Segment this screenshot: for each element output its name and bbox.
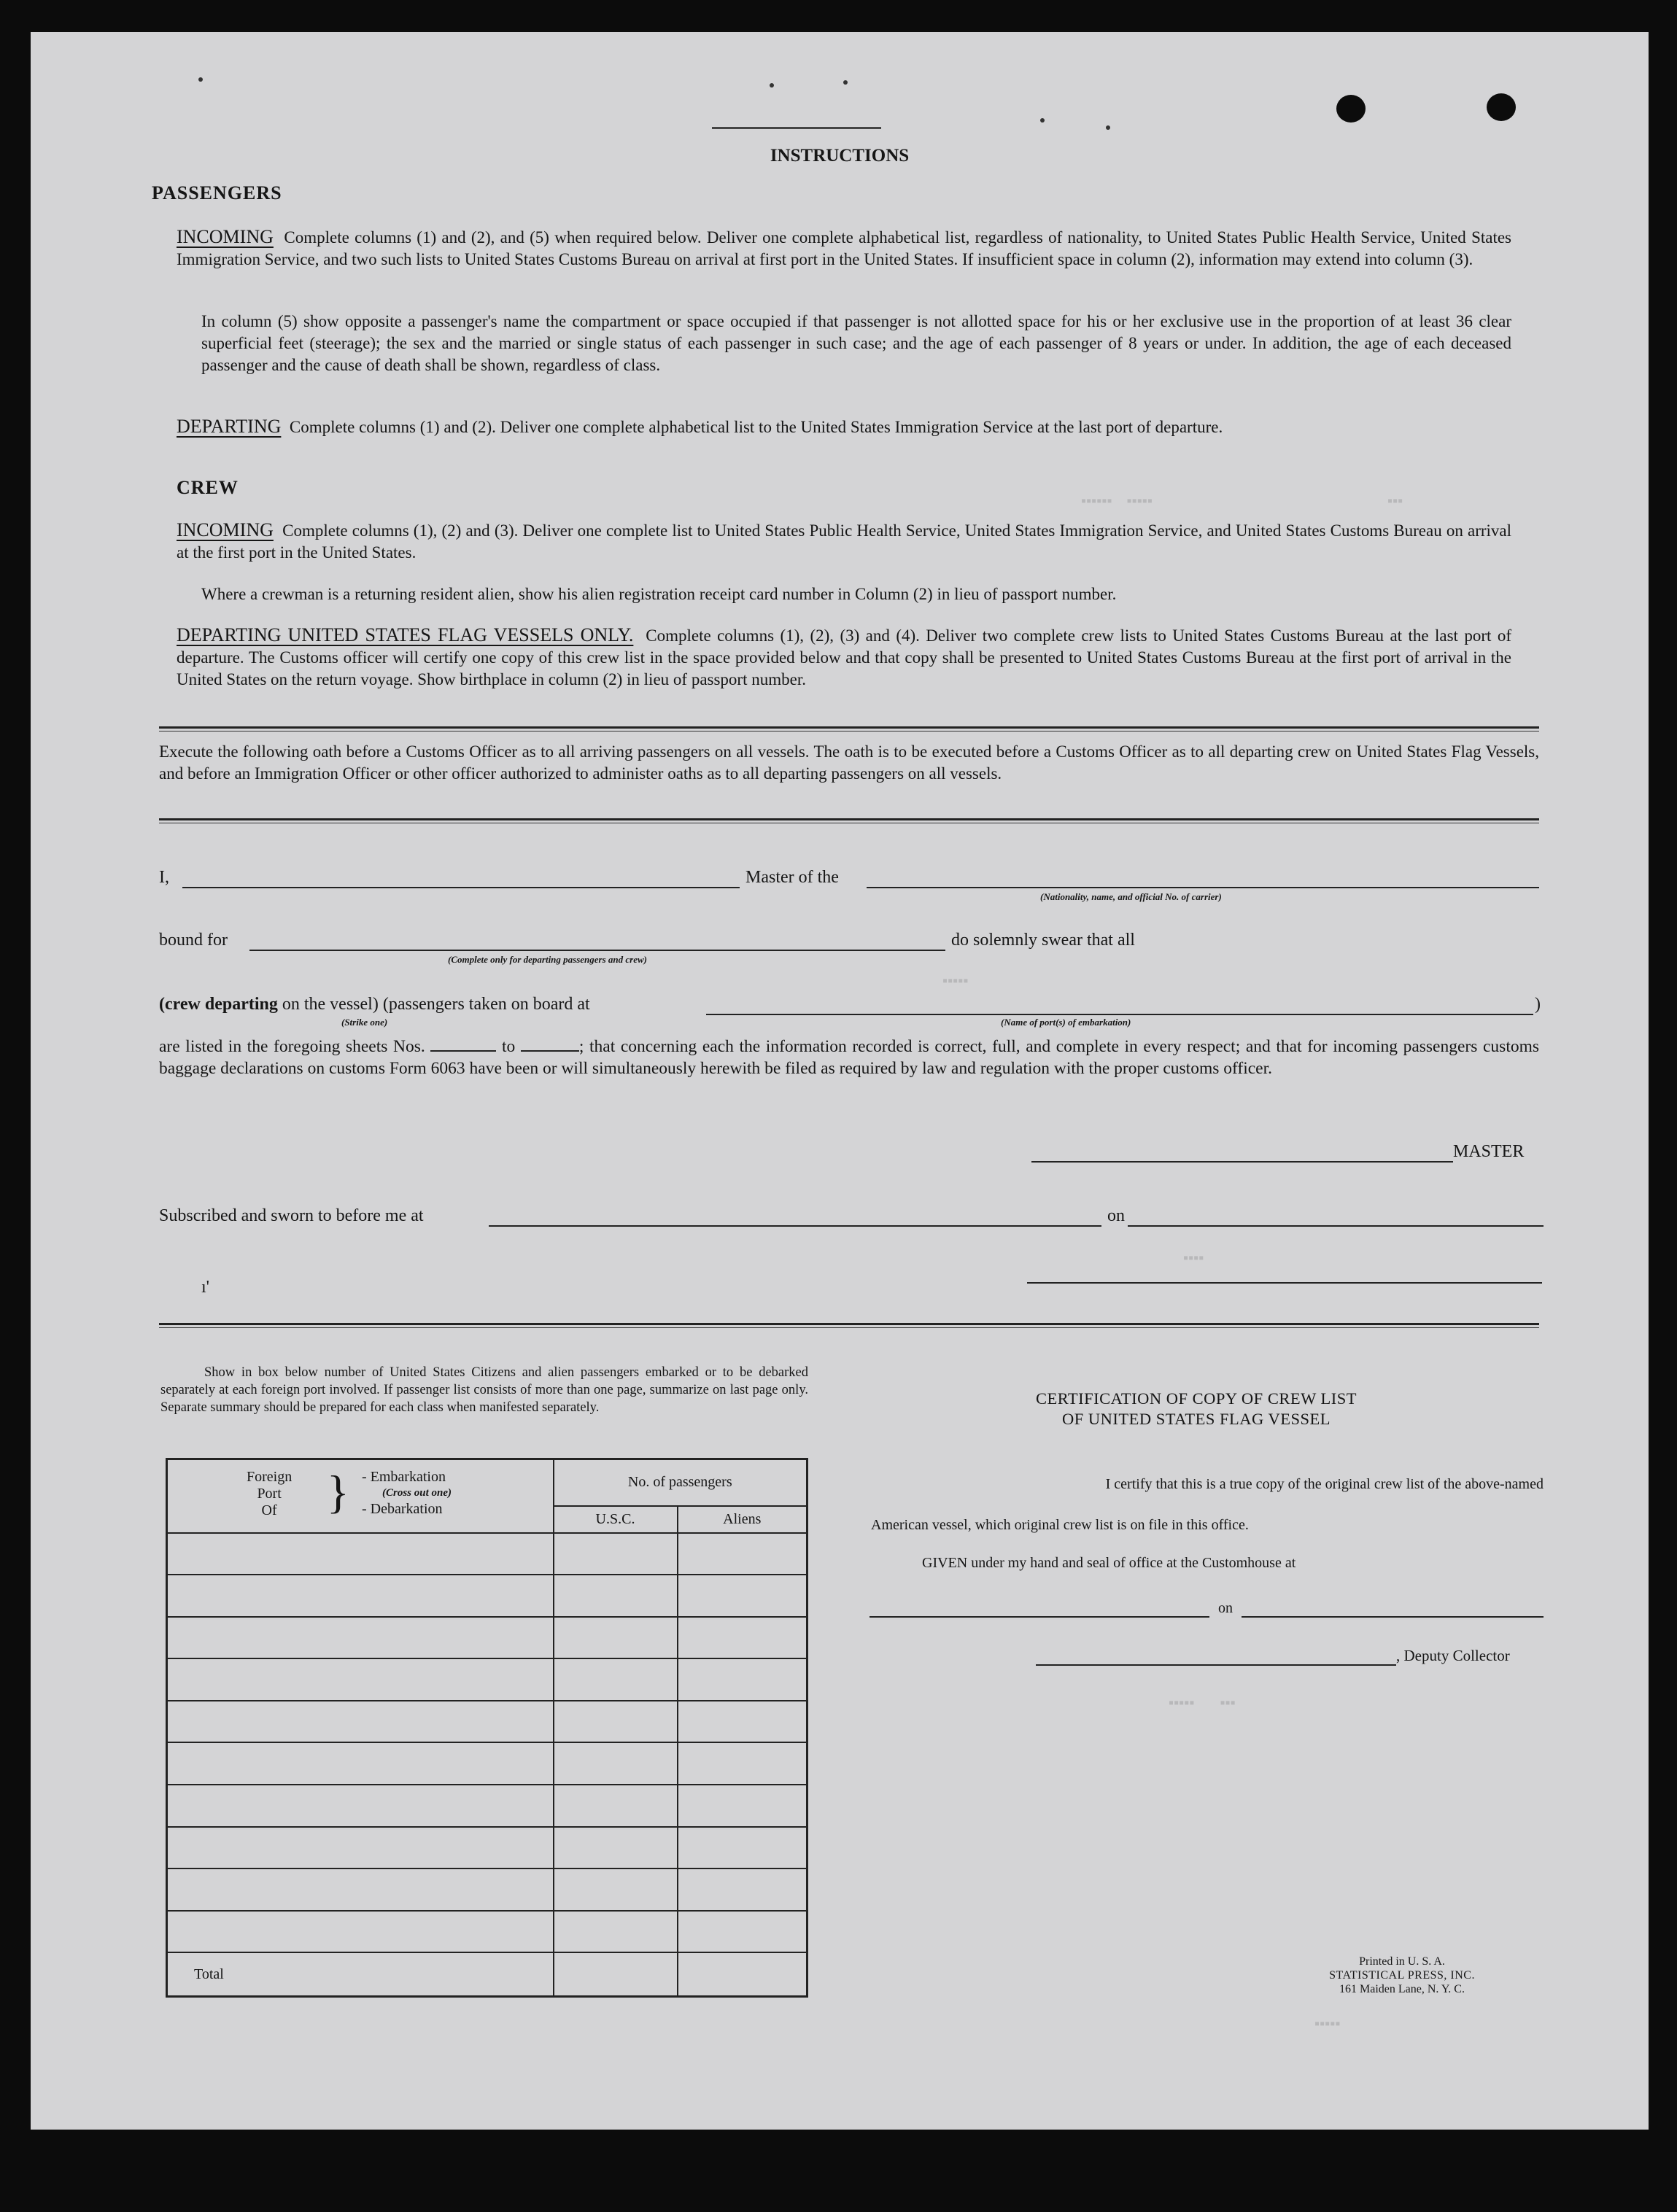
deputy-label: , Deputy Collector: [1396, 1647, 1510, 1664]
crew-departing-paragraph: [177, 624, 1511, 691]
given-text: GIVEN under my hand and seal of office at the Customhouse at: [922, 1555, 1296, 1571]
usc-cell[interactable]: [554, 1827, 678, 1869]
speck: [843, 80, 848, 85]
embarkation-label: - Embarkation: [362, 1469, 446, 1485]
table-row: [167, 1617, 807, 1659]
port-words: Foreign Port Of: [247, 1469, 293, 1518]
port-cell[interactable]: [167, 1617, 554, 1659]
carrier-caption: (Nationality, name, and official No. of carrier): [1040, 891, 1222, 902]
port-cell[interactable]: [167, 1742, 554, 1785]
on-vessel-label: on the vessel): [282, 995, 379, 1014]
aliens-cell[interactable]: [678, 1911, 807, 1953]
sheet-to-field[interactable]: [521, 1037, 579, 1052]
cert-date-field[interactable]: [1242, 1616, 1544, 1618]
subscribed-label: Subscribed and sworn to before me at: [159, 1206, 424, 1225]
summary-note: Show in box below number of United States Citizens and alien passengers embarked or to be debarked separately at each foreign port involved. If passenger list consists of more than one page, summarize on last page only. Separate summary should be prepared for each class when manifested separately.: [160, 1365, 808, 1415]
sheet-from-field[interactable]: [430, 1037, 496, 1052]
bleed-through: ▪▪▪▪: [1183, 1250, 1204, 1266]
embarkation-port-field[interactable]: [706, 1014, 1533, 1015]
customhouse-field[interactable]: [870, 1616, 1209, 1618]
passengers-incoming-text: Complete columns (1) and (2), and (5) when required below. Deliver one complete alphabetical list, regardless of nationality, to United States Public Health Service, United States Immigration Service, and two such lists to United States Customs Bureau on arrival at first port in the United States. If insufficient space in column (2), information may extend into column (3).: [177, 228, 1512, 268]
passenger-summary-table: [166, 1458, 808, 1998]
aliens-cell[interactable]: [678, 1701, 807, 1743]
sworn-on-label: on: [1107, 1206, 1125, 1225]
bleed-through: ▪▪▪▪▪▪ ▪▪▪▪▪: [1081, 493, 1153, 509]
bleed-through: ▪▪▪▪▪: [942, 973, 969, 989]
passengers-heading: PASSENGERS: [152, 182, 282, 203]
cross-out-caption: (Cross out one): [382, 1487, 452, 1499]
crew-passengers-line: [159, 995, 590, 1014]
table-row: [167, 1533, 807, 1575]
embark-caption: (Name of port(s) of embarkation): [1001, 1017, 1131, 1028]
form-page: [31, 32, 1649, 2130]
table-row: [167, 1658, 807, 1701]
certification-title-line2: OF UNITED STATES FLAG VESSEL: [1061, 1410, 1331, 1428]
master-name-field[interactable]: [182, 887, 740, 888]
table-row: [167, 1701, 807, 1743]
listed-prefix: are listed in the foregoing sheets Nos.: [159, 1037, 425, 1056]
divider: [159, 1323, 1539, 1325]
table-row: [167, 1911, 807, 1953]
aliens-cell[interactable]: [678, 1575, 807, 1617]
usc-cell[interactable]: [554, 1785, 678, 1827]
certify-text2: American vessel, which original crew list is on file in this office.: [871, 1517, 1249, 1533]
table-row: [167, 1742, 807, 1785]
no-passengers-header: No. of passengers: [554, 1459, 807, 1506]
punch-hole-right: [1487, 93, 1516, 121]
crew-departing-label: (crew departing: [159, 995, 278, 1014]
deputy-signature-field[interactable]: [1036, 1664, 1396, 1666]
divider: [159, 726, 1539, 729]
table-row: [167, 1868, 807, 1911]
aliens-cell[interactable]: [678, 1785, 807, 1827]
aliens-cell[interactable]: [678, 1868, 807, 1911]
divider: [159, 1327, 1539, 1328]
port-cell[interactable]: [167, 1533, 554, 1575]
speck: [1040, 118, 1045, 123]
aliens-header: Aliens: [678, 1506, 807, 1533]
crew-departing-text: Complete columns (1), (2), (3) and (4). Deliver two complete crew lists to United States Customs Bureau at the last port of departure. The Customs officer will certify one copy of this crew list in the space provided below and that copy shall be presented to United States Customs Bureau at the first port of arrival in the United States on the return voyage. Show birthplace in column (2) in lieu of passport number.: [177, 626, 1511, 688]
passengers-column5-paragraph: In column (5) show opposite a passenger's name the compartment or space occupied if that passenger is not allotted space for his or her exclusive use in the proportion of at least 36 clear superficial feet (steerage); the sex and the married or single status of each passenger in such case; and the age of each passenger of 8 years or under. In addition, the age of each deceased passenger and the cause of death shall be shown, regardless of class.: [201, 312, 1511, 374]
passengers-incoming-paragraph: [177, 226, 1511, 271]
aliens-cell[interactable]: [678, 1533, 807, 1575]
bleed-through: ▪▪▪: [1387, 493, 1403, 509]
port-cell[interactable]: [167, 1868, 554, 1911]
table-row: [167, 1827, 807, 1869]
master-signature-field[interactable]: [1031, 1161, 1453, 1163]
embark-debark-labels: [362, 1469, 452, 1517]
passengers-departing-text: Complete columns (1) and (2). Deliver one complete alphabetical list to the United States Immigration Service at the last port of departure.: [289, 418, 1223, 436]
passengers-departing-paragraph: [177, 416, 1511, 438]
crew-departing-label: DEPARTING UNITED STATES FLAG VESSELS ONLY.: [177, 624, 634, 645]
bound-caption: (Complete only for departing passengers and crew): [448, 954, 647, 965]
oath-execute-paragraph: Execute the following oath before a Customs Officer as to all arriving passengers on all vessels. The oath is to be executed before a Customs Officer as to all departing crew on United States Flag Vessels, and before an Immigration Officer or other officer authorized to administer oaths as to all departing passengers on all vessels.: [159, 742, 1539, 783]
bleed-through: ▪▪▪▪▪ ▪▪▪: [1169, 1695, 1236, 1711]
total-aliens-cell[interactable]: [678, 1952, 807, 1996]
i-label: I,: [159, 868, 169, 887]
bleed-through: ▪▪▪▪▪: [1314, 2016, 1341, 2032]
carrier-field[interactable]: [867, 887, 1539, 888]
port-header: [167, 1459, 554, 1533]
crew-resident-paragraph: Where a crewman is a returning resident alien, show his alien registration receipt card number in Column (2) in lieu of passport number.: [201, 585, 1117, 603]
strike-caption: (Strike one): [341, 1017, 388, 1028]
crew-incoming-paragraph: [177, 519, 1511, 564]
speck: [1106, 125, 1110, 130]
crew-heading: CREW: [177, 477, 239, 498]
sheets-paragraph: [159, 1036, 1539, 1079]
total-usc-cell[interactable]: [554, 1952, 678, 1996]
bound-for-field[interactable]: [249, 950, 945, 951]
sworn-place-field[interactable]: [489, 1225, 1101, 1227]
speck: [770, 83, 774, 88]
usc-cell[interactable]: [554, 1868, 678, 1911]
crew-incoming-text: Complete columns (1), (2) and (3). Deliver one complete list to United States Public Health Service, United States Immigration Service, and United States Customs Bureau on arrival at the first port in the United States.: [177, 521, 1512, 562]
stray-mark: ı': [201, 1278, 209, 1297]
port-cell[interactable]: [167, 1575, 554, 1617]
sworn-date-field[interactable]: [1128, 1225, 1544, 1227]
usc-cell[interactable]: [554, 1658, 678, 1701]
port-cell[interactable]: [167, 1785, 554, 1827]
passengers-taken-label: (passengers taken on board at: [382, 995, 590, 1014]
aliens-cell[interactable]: [678, 1742, 807, 1785]
passengers-incoming-label: INCOMING: [177, 226, 274, 247]
usc-cell[interactable]: [554, 1533, 678, 1575]
total-label: Total: [167, 1952, 554, 1996]
printer-imprint: Printed in U. S. A. STATISTICAL PRESS, INC. 161 Maiden Lane, N. Y. C.: [1329, 1955, 1475, 1995]
aliens-cell[interactable]: [678, 1658, 807, 1701]
header-rule: [712, 127, 881, 129]
port-cell[interactable]: [167, 1827, 554, 1869]
usc-cell[interactable]: [554, 1617, 678, 1659]
punch-hole-left: [1336, 95, 1366, 123]
instructions-title: INSTRUCTIONS: [770, 146, 910, 166]
passengers-departing-label: DEPARTING: [177, 416, 282, 437]
close-paren: ): [1535, 995, 1541, 1014]
debarkation-label: - Debarkation: [362, 1501, 443, 1517]
table-row: [167, 1785, 807, 1827]
bound-for-label: bound for: [159, 931, 228, 950]
crew-incoming-label: INCOMING: [177, 519, 274, 540]
officer-signature-field[interactable]: [1027, 1282, 1542, 1284]
certify-text: I certify that this is a true copy of the original crew list of the above-named: [1105, 1476, 1544, 1492]
port-cell[interactable]: [167, 1911, 554, 1953]
certification-title: [926, 1389, 1583, 1429]
listed-suffix: ; that concerning each the information recorded is correct, full, and complete in every respect; and that for incoming passengers customs baggage declarations on customs Form 6063 have been or will simultaneously herewith be filed as required by law and regulation with the proper customs officer.: [159, 1037, 1540, 1078]
usc-header: U.S.C.: [554, 1506, 678, 1533]
port-cell[interactable]: [167, 1658, 554, 1701]
master-of-label: Master of the: [745, 868, 839, 887]
speck: [198, 77, 203, 82]
certification-title-line1: CERTIFICATION OF COPY OF CREW LIST: [1035, 1389, 1358, 1408]
usc-cell[interactable]: [554, 1742, 678, 1785]
cert-on-label: on: [1218, 1600, 1233, 1616]
usc-cell[interactable]: [554, 1911, 678, 1953]
divider: [159, 818, 1539, 820]
usc-cell[interactable]: [554, 1701, 678, 1743]
to-label: to: [501, 1037, 516, 1056]
master-label: MASTER: [1453, 1142, 1525, 1161]
aliens-cell[interactable]: [678, 1617, 807, 1659]
usc-cell[interactable]: [554, 1575, 678, 1617]
swear-label: do solemnly swear that all: [951, 931, 1135, 950]
brace: }: [327, 1466, 349, 1518]
port-cell[interactable]: [167, 1701, 554, 1743]
aliens-cell[interactable]: [678, 1827, 807, 1869]
table-row: [167, 1575, 807, 1617]
